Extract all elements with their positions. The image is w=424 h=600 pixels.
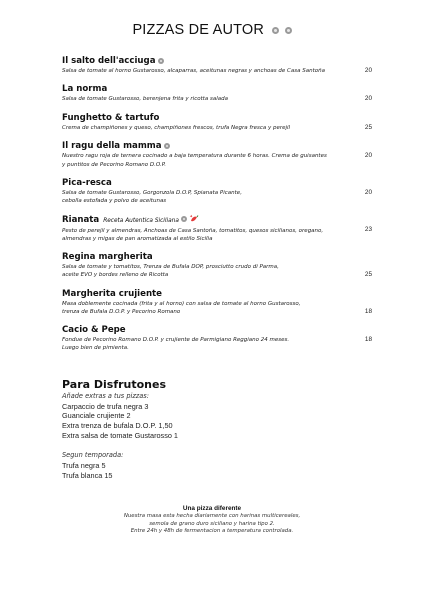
badge-icon	[158, 58, 164, 64]
season-line: Trufa blanca 15	[62, 470, 113, 480]
menu-item	[62, 288, 372, 316]
vegetarian-icon	[272, 27, 279, 34]
chili-icon	[189, 214, 199, 224]
menu-item-description: Fondue de Pecorino Romano D.O.P. y crujiente de Parmigiano Reggiano 24 meses.	[62, 337, 290, 344]
footer-line: semola de grano duro siciliano y harina tipo 2.	[149, 520, 275, 527]
footer-line: Nuestra masa esta hecha diariamente con harinas multicereales,	[123, 513, 301, 519]
menu-item-description: cebolla estofada y polvo de aceitunas	[62, 198, 167, 205]
menu-item-description: Nuestro ragu roja de ternera cocinado a baja temperatura durante 6 horas. Crema de guisantes	[62, 153, 327, 160]
menu-item-name	[62, 177, 372, 189]
extras-title: Para Disfrutones	[62, 378, 167, 391]
menu-item-description: Salsa de tomate Gustarosso, berenjena frita y ricotta salada	[62, 96, 229, 103]
menu-item-price: 20	[364, 189, 372, 197]
menu-item-price: 18	[364, 336, 372, 344]
season-intro: Segun temporada:	[62, 451, 124, 460]
pizza-menu	[62, 55, 372, 361]
menu-item-description: trenza de Bufala D.O.P. y Pecorino Romano	[62, 308, 181, 315]
menu-item-name	[62, 214, 372, 227]
menu-item-description: Salsa de tomate Gustarosso, Gorgonzola D.O.P, Spianata Picante,	[62, 190, 242, 197]
menu-item-price: 25	[364, 123, 372, 131]
menu-item-name	[62, 251, 372, 263]
menu-item-description: Masa doblemente cocinada (frita y al horno) con salsa de tomate al horno Gustarosso,	[62, 300, 301, 307]
footer-line: Entre 24h y 48h de fermentacion a temperatura controlada.	[130, 528, 294, 535]
menu-item-name-text: Il ragu della mamma	[62, 141, 162, 152]
menu-item-name-text: La norma	[62, 84, 108, 95]
menu-item-name-text: Cacio & Pepe	[62, 325, 126, 336]
menu-item-price: 20	[364, 95, 372, 103]
footer-note	[0, 504, 424, 536]
menu-item-price: 20	[364, 152, 372, 160]
menu-item-name	[62, 112, 372, 124]
menu-item-name-text: Funghetto & tartufo	[62, 112, 160, 123]
menu-item-description: Salsa de tomate al horno Gustarosso, alcaparras, aceitunas negras y anchoas de Casa Santoña	[62, 68, 325, 74]
menu-item-name	[62, 83, 372, 95]
menu-item-price: 20	[364, 67, 372, 74]
menu-item	[62, 214, 372, 243]
menu-item-description: Luego bien de pimienta.	[62, 345, 129, 352]
menu-item-subtitle: Receta Autentica Siciliana	[103, 217, 179, 224]
menu-item-description: almendras y migas de pan aromatizada al estilo Sicilia	[62, 235, 213, 242]
title-icons	[271, 22, 291, 38]
menu-item	[62, 83, 372, 103]
menu-item-name-text: Pica-resca	[62, 178, 112, 189]
menu-item-description: Salsa de tomate y tomatitos, Trenza de Bufala DOP, prosciutto crudo di Parma,	[62, 264, 279, 271]
extras-line: Carpaccio de trufa negra 3	[62, 401, 149, 411]
menu-item	[62, 324, 372, 352]
menu-item	[62, 112, 372, 132]
menu-item-name	[62, 288, 372, 300]
menu-item-name-text: Il salto dell'acciuga	[62, 56, 156, 66]
extras-line: Guanciale crujiente 2	[62, 411, 131, 421]
extras-intro: Añade extras a tus pizzas:	[62, 392, 149, 400]
season-line: Trufa negra 5	[62, 460, 106, 470]
badge-icon	[164, 143, 170, 149]
extras-section	[62, 378, 362, 480]
menu-item	[62, 177, 372, 205]
footer-title: Una pizza diferente	[182, 505, 242, 512]
extras-line: Extra trenza de bufala D.O.P. 1,50	[62, 421, 173, 431]
menu-item-description: Pesto de perejil y almendras, Anchoas de Casa Santoña, tomatitos, quesos sicilianos, oregano,	[62, 227, 324, 234]
menu-item-price: 25	[364, 271, 372, 279]
menu-item-price: 23	[364, 225, 372, 233]
extras-line: Extra salsa de tomate Gustarosso 1	[62, 431, 178, 441]
info-icon	[285, 27, 292, 34]
menu-item-name-text: Rianata	[62, 214, 100, 225]
page-title-text: PIZZAS DE AUTOR	[132, 22, 265, 38]
badge-icon	[181, 216, 187, 222]
menu-item-name-text: Regina margherita	[62, 252, 153, 263]
menu-item-name	[62, 140, 372, 152]
menu-item-name	[62, 324, 372, 336]
menu-item	[62, 251, 372, 279]
menu-item-description: aceite EVO y bordes relleno de Ricotta	[62, 272, 169, 279]
menu-item-price: 18	[364, 307, 372, 315]
menu-item-name	[62, 55, 372, 67]
menu-item	[62, 55, 372, 75]
menu-item-description: y puntitos de Pecorino Romano D.O.P.	[62, 161, 167, 168]
menu-item-description: Crema de champiñones y queso, champiñones frescos, trufa Negra fresca y perejil	[62, 124, 291, 131]
menu-item	[62, 140, 372, 168]
page-title	[0, 22, 424, 38]
menu-item-name-text: Margherita crujiente	[62, 288, 162, 299]
